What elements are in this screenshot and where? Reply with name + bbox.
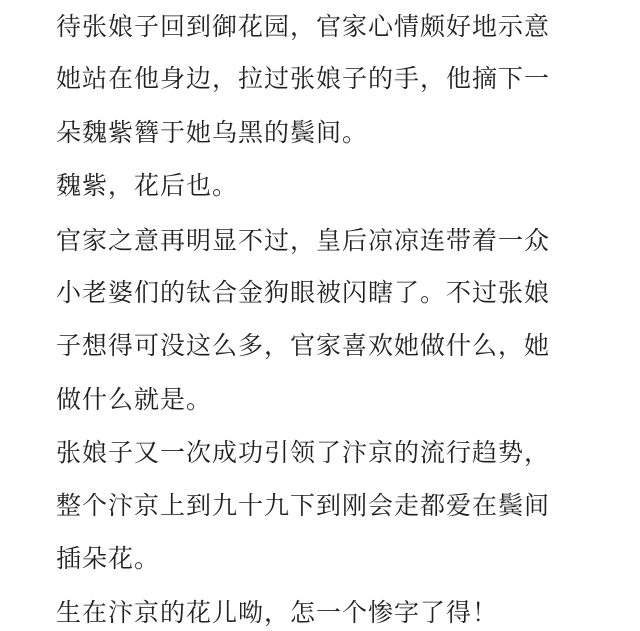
text-line: 官家之意再明显不过，皇后凉凉连带着一众 — [56, 226, 551, 255]
text-line: 插朵花。 — [56, 544, 161, 573]
text-line: 做什么就是。 — [56, 385, 213, 414]
text-line: 小老婆们的钛合金狗眼被闪瞎了。不过张娘 — [56, 278, 551, 307]
text-line: 子想得可没这么多，官家喜欢她做什么，她 — [56, 331, 551, 360]
text-line: 她站在他身边，拉过张娘子的手，他摘下一 — [56, 64, 551, 93]
text-line: 魏紫，花后也。 — [56, 171, 239, 200]
text-line: 张娘子又一次成功引领了汴京的流行趋势， — [56, 438, 551, 467]
text-line: 生在汴京的花儿呦，怎一个惨字了得！ — [56, 598, 499, 627]
text-line: 朵魏紫簪于她乌黑的鬓间。 — [56, 118, 369, 147]
text-line: 整个汴京上到九十九下到刚会走都爱在鬓间 — [56, 491, 551, 520]
text-line: 待张娘子回到御花园，官家心情颇好地示意 — [56, 12, 551, 41]
